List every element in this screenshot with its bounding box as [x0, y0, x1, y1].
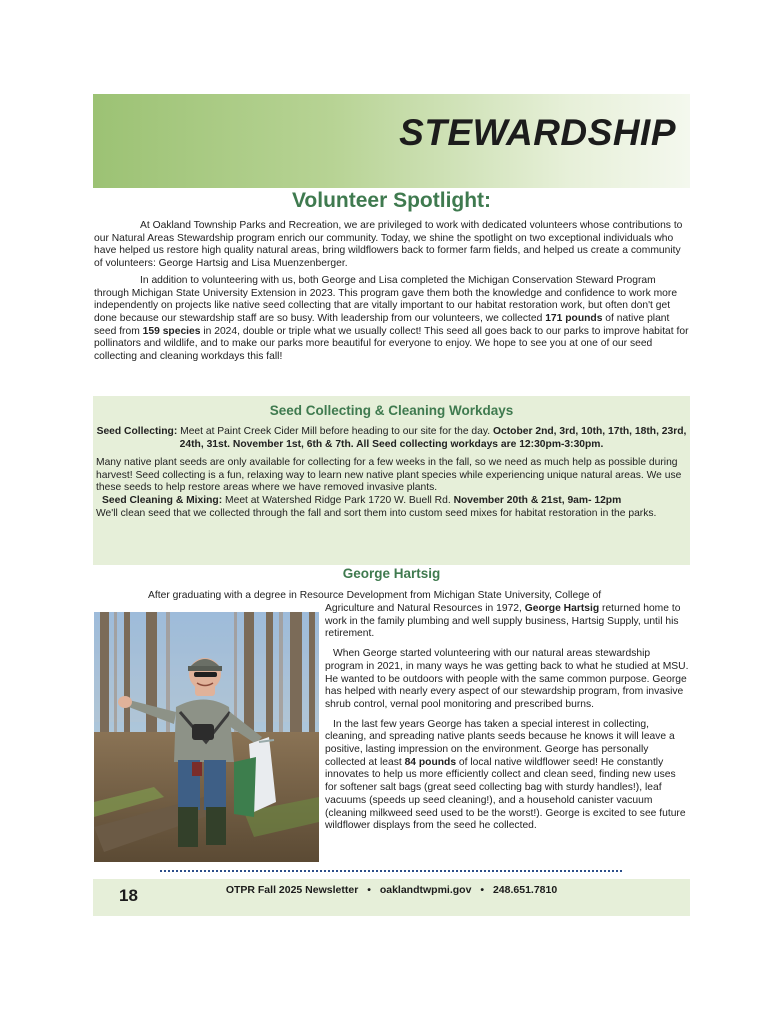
seed-pounds-highlight: 171 pounds	[545, 312, 603, 324]
george-paragraph-2: When George started volunteering with our natural areas stewardship program in 2021, in many ways he was getting back to what he studied at MSU. He wanted to be outdoors with people with the same common purpose. George has helped with nearly every aspect of our stewardship program, from invasive shrub control, vernal pool monitoring and prescribed burns.	[325, 648, 689, 710]
text-run: returned home to work in the family plumbing and well supply business, Hartsig Supply, until his retirement.	[325, 603, 681, 640]
text-run: Meet at Paint Creek Cider Mill before heading to our site for the day.	[177, 426, 493, 437]
workdays-body	[93, 426, 690, 520]
george-photo	[94, 612, 319, 862]
phone-number: 248.651.7810	[492, 884, 558, 896]
seed-cleaning-description: We'll clean seed that we collected through the fall and sort them into custom seed mixes for habitat restoration in the parks.	[96, 507, 657, 519]
george-paragraph-3	[325, 719, 690, 833]
text-run: of local native wildflower seed! He constantly innovates to help us more efficiently collect and clean seed, finding new uses for softener salt bags (great seed collecting bag with sturdy handles!), leaf vacuums (speeds up seed cleaning!), and a household canister vacuum (cleaning milkweed seed used to be the worst!). George is excited to see future wildflower displays from the seed he collected.	[325, 756, 686, 832]
volunteer-spotlight-heading: Volunteer Spotlight:	[291, 189, 492, 212]
seed-cleaning-info	[96, 495, 687, 508]
intro-text	[94, 220, 690, 368]
seed-collecting-dates: October 2nd, 3rd, 10th, 17th, 18th, 23rd, 24th, 31st. November 1st, 6th & 7th. All Seed collecting workdays are 12:30pm-3:30pm.	[179, 426, 687, 450]
separator: •	[367, 884, 371, 896]
seed-collecting-label: Seed Collecting:	[96, 426, 178, 437]
text-run: in 2024, double or triple what we usually collect! This seed all goes back to our parks to improve habitat for pollinators and wildlife, and to make our parks more beautiful for everyone to enjoy. We hope to see you at one of our seed collecting and cleaning workdays this fall!	[94, 325, 689, 363]
text-run: of native plant seed from	[94, 312, 670, 337]
text-run: Meet at Watershed Ridge Park 1720 W. Buell Rd.	[222, 494, 454, 506]
footer-info	[93, 884, 690, 896]
page-footer	[93, 879, 690, 916]
george-name-highlight: George Hartsig	[524, 603, 600, 614]
seed-collecting-description: Many native plant seeds are only available for collecting for a few weeks in the fall, so we need as much help as possible during harvest! Seed collecting is a fun, relaxing way to learn new native plant species while experiencing unique natural areas. We use these seeds to help restore areas where we have removed invasive plants.	[96, 457, 682, 494]
george-text-column	[325, 603, 690, 840]
separator: •	[480, 884, 485, 896]
workdays-box	[93, 396, 690, 565]
section-title: STEWARDSHIP	[399, 112, 676, 153]
workdays-heading: Seed Collecting & Cleaning Workdays	[269, 403, 514, 418]
george-paragraph-1	[325, 603, 690, 641]
text-run: Agriculture and Natural Resources in 1972,	[325, 603, 525, 614]
intro-paragraph-2	[94, 275, 690, 364]
george-first-line: After graduating with a degree in Resource Development from Michigan State University, College of	[148, 590, 602, 601]
seed-cleaning-label: Seed Cleaning & Mixing:	[102, 494, 223, 506]
page-number: 18	[119, 886, 138, 905]
text-run: In addition to volunteering with us, both George and Lisa completed the Michigan Conservation Steward Program through Michigan State University Extension in 2023. This program gave them both the knowledge and confidence to work more independently on projects like native seed collecting that are vitally important to our habitat restoration work, but often don't get done because our stewardship staff are so busy. With leadership from our volunteers, we collected	[94, 274, 678, 324]
seed-collecting-info	[96, 426, 687, 451]
george-hartsig-heading: George Hartsig	[342, 566, 441, 581]
george-photo-illustration	[94, 612, 319, 862]
website-text: oaklandtwpmi.gov	[379, 884, 472, 896]
seed-pounds-highlight: 84 pounds	[404, 756, 457, 768]
seed-cleaning-dates: November 20th & 21st, 9am- 12pm	[453, 494, 622, 506]
intro-paragraph-1: At Oakland Township Parks and Recreation, we are privileged to work with dedicated volunteers whose contributions to our Natural Areas Stewardship program enrich our community. Today, we shine the spotlight on two exceptional individuals who have helped us restore high quality natural areas, bring wildflowers back to former farm fields, and helped us create a community of volunteers: George Hartsig and Lisa Muenzenberger.	[94, 220, 683, 270]
species-count-highlight: 159 species	[142, 325, 201, 337]
dotted-divider	[160, 870, 622, 872]
newsletter-name: OTPR Fall 2025 Newsletter	[225, 884, 359, 896]
section-banner	[93, 94, 690, 188]
text-run: In the last few years George has taken a special interest in collecting, cleaning, and spreading native plants seeds because he knows it will leave a positive, lasting impression on the environment. George has personally collected at least	[325, 718, 675, 768]
